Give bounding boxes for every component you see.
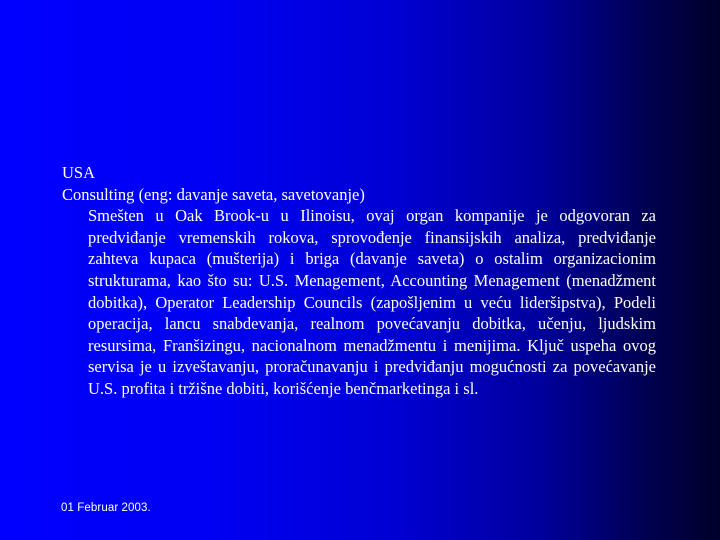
slide-content [62, 162, 656, 400]
body-paragraph: Smešten u Oak Brook-u u Ilinoisu, ovaj organ kompanije je odgovoran za predviđanje vremenskih rokova, sprovođenje finansijskih analiza, predviđanje zahteva kupaca (mušterija) i briga (davanje saveta) o ostalim organizacionim strukturama, kao što su: U.S. Menagement, Accounting Menagement (menadžment dobitka), Operator Leadership Councils (zapošljenim u veću lideršipstva), Podeli operacija, lancu snabdevanja, realnom povećavanju dobitka, učenju, ljudskim resursima, Franšizingu, nacionalnom menadžmentu i menijima. Ključ uspeha ovog servisa je u izveštavanju, proračunavanju i predviđanju mogućnosti za povećavanje U.S. profita i tržišne dobiti, korišćenje benčmarketinga i sl. [88, 206, 656, 398]
footer-date: 01 Februar 2003. [61, 502, 151, 514]
term-gloss: (eng: davanje saveta, savetovanje) [134, 184, 365, 204]
term-label: Consulting [62, 184, 135, 204]
slide-heading: USA [62, 163, 96, 182]
term-line [62, 184, 656, 206]
